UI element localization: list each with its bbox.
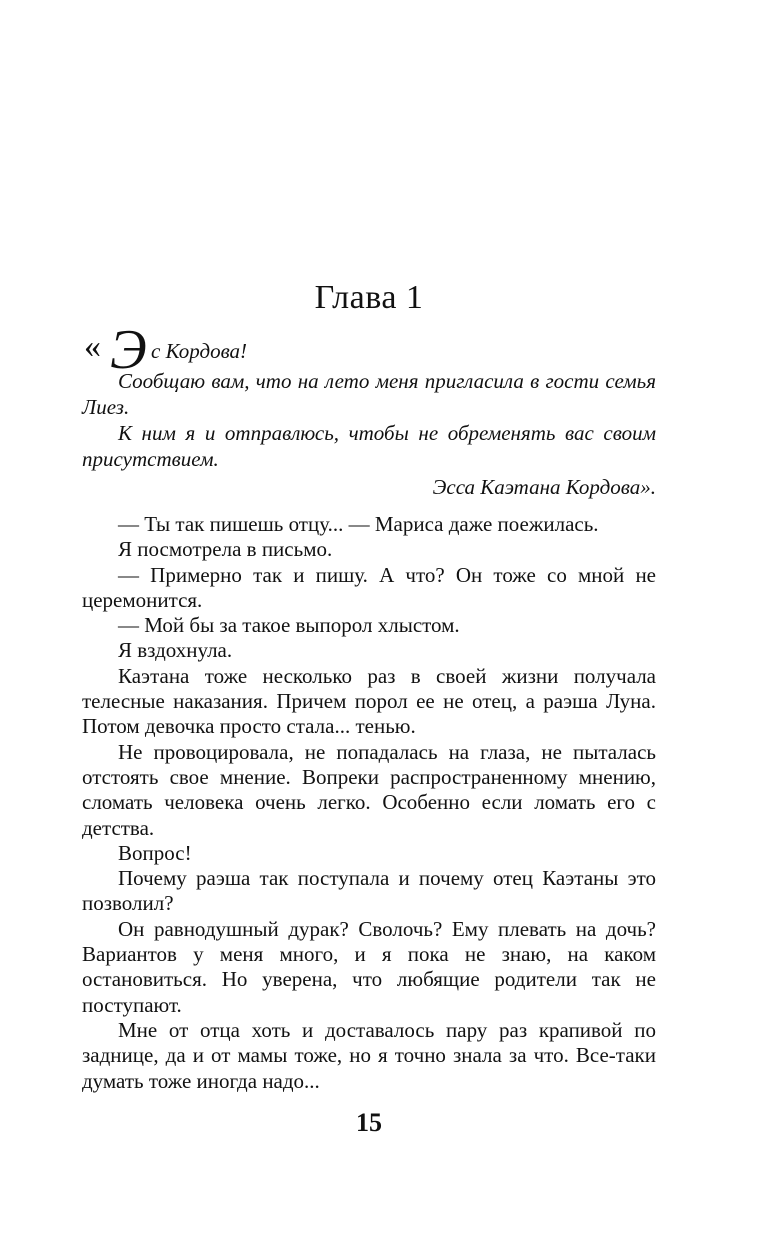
paragraph: Вопрос!	[118, 840, 192, 865]
letter-signature: Эсса Каэтана Кордова».	[432, 475, 656, 499]
page-number: 15	[356, 1108, 382, 1137]
paragraph: — Мой бы за такое выпорол хлыстом.	[118, 613, 460, 638]
paragraph: — Примерно так и пишу. А что? Он тоже со мной не церемонится.	[82, 562, 656, 612]
letter-block	[82, 319, 656, 500]
paragraph: Почему раэша так поступала и почему отец Каэтаны это позволил?	[82, 866, 656, 916]
greeting-text: с Кордова!	[151, 339, 248, 363]
paragraph: Он равнодушный дурак? Сволочь? Ему плевать на дочь? Вариантов у меня много, и я пока не знаю, на каком остановиться. Но уверена, что любящие родители так не поступают.	[82, 916, 656, 1017]
paragraph: Я посмотрела в письмо.	[118, 537, 333, 562]
paragraph: Не провоцировала, не попадалась на глаза, не пыталась отстоять свое мнение. Вопреки распространенному мнению, сломать человека очень легко. Особенно если ломать его с детства.	[82, 739, 656, 840]
letter-paragraph: Сообщаю вам, что на лето меня пригласила в гости семья Лиез.	[82, 369, 656, 419]
letter-greeting	[82, 319, 656, 381]
book-page	[82, 0, 656, 1240]
letter-paragraph: К ним я и отправлюсь, чтобы не обременять вас своим присутствием.	[82, 421, 656, 471]
paragraph: — Ты так пишешь отцу... — Мариса даже поежилась.	[118, 512, 599, 536]
paragraph: Мне от отца хоть и доставалось пару раз крапивой по заднице, да и от мамы тоже, но я точно знала за что. Все-таки думать тоже иногда надо...	[82, 1017, 656, 1093]
drop-cap: Э	[110, 319, 147, 381]
paragraph: Каэтана тоже несколько раз в своей жизни получала телесные наказания. Причем порол ее не отец, а раэша Луна. Потом девочка просто стала... тенью.	[82, 663, 656, 739]
open-quote-mark: «	[84, 328, 101, 365]
chapter-title: Глава 1	[314, 279, 424, 316]
paragraph: Я вздохнула.	[118, 638, 233, 663]
body-text	[82, 512, 656, 1094]
